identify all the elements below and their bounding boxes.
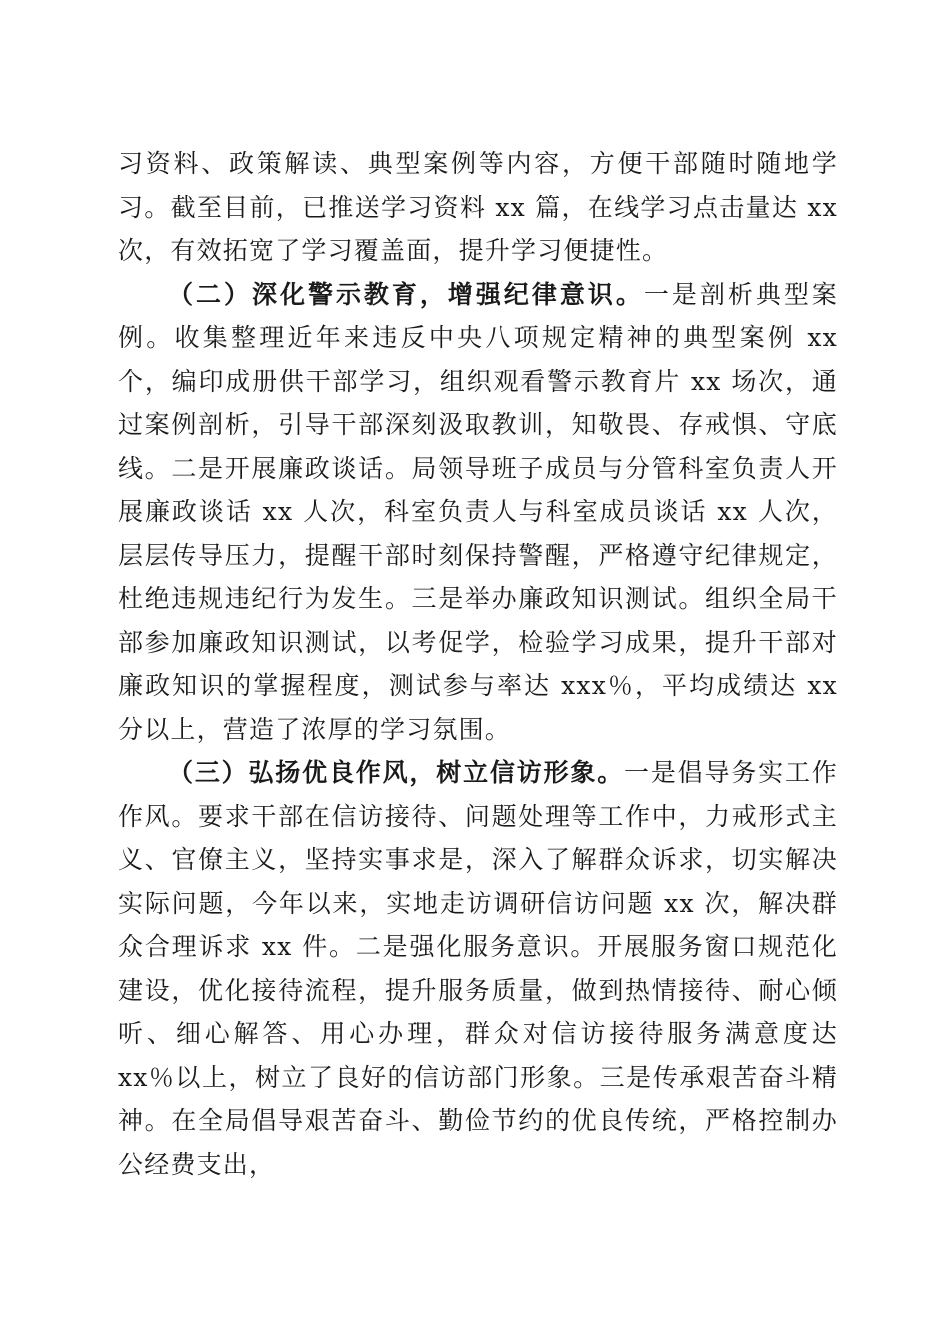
- paragraph-body: 习资料、政策解读、典型案例等内容，方便干部随时随地学习。截至目前，已推送学习资料 xx 篇，在线学习点击量达 xx 次，有效拓宽了学习覆盖面，提升学习便捷性。: [118, 149, 838, 265]
- section-heading: （二）深化警示教育，增强纪律意识。: [168, 279, 644, 309]
- paragraph-section-two: [118, 273, 838, 752]
- paragraph-continuation: [118, 142, 838, 273]
- paragraph-body: 一是倡导务实工作作风。要求干部在信访接待、问题处理等工作中，力戒形式主义、官僚主义，坚持实事求是，深入了解群众诉求，切实解决实际问题，今年以来，实地走访调研信访问题 xx 次，解决群众合理诉求 xx 件。二是强化服务意识。开展服务窗口规范化建设，优化接待流程，提升服务质量，做到热情接待、耐心倾听、细心解答、用心办理，群众对信访接待服务满意度达 xx％以上，树立了良好的信访部门形象。三是传承艰苦奋斗精神。在全局倡导艰苦奋斗、勤俭节约的优良传统，严格控制办公经费支出，: [118, 758, 838, 1179]
- paragraph-body: 一是剖析典型案例。收集整理近年来违反中央八项规定精神的典型案例 xx 个，编印成册供干部学习，组织观看警示教育片 xx 场次，通过案例剖析，引导干部深刻汲取教训，知敬畏、存戒惧、守底线。二是开展廉政谈话。局领导班子成员与分管科室负责人开展廉政谈话 xx 人次，科室负责人与科室成员谈话 xx 人次，层层传导压力，提醒干部时刻保持警醒，严格遵守纪律规定，杜绝违规违纪行为发生。三是举办廉政知识测试。组织全局干部参加廉政知识测试，以考促学，检验学习成果，提升干部对廉政知识的掌握程度，测试参与率达 xxx％，平均成绩达 xx 分以上，营造了浓厚的学习氛围。: [118, 279, 839, 744]
- document-body: [118, 142, 838, 1186]
- section-heading: （三）弘扬优良作风，树立信访形象。: [168, 758, 625, 787]
- paragraph-section-three: [118, 751, 838, 1186]
